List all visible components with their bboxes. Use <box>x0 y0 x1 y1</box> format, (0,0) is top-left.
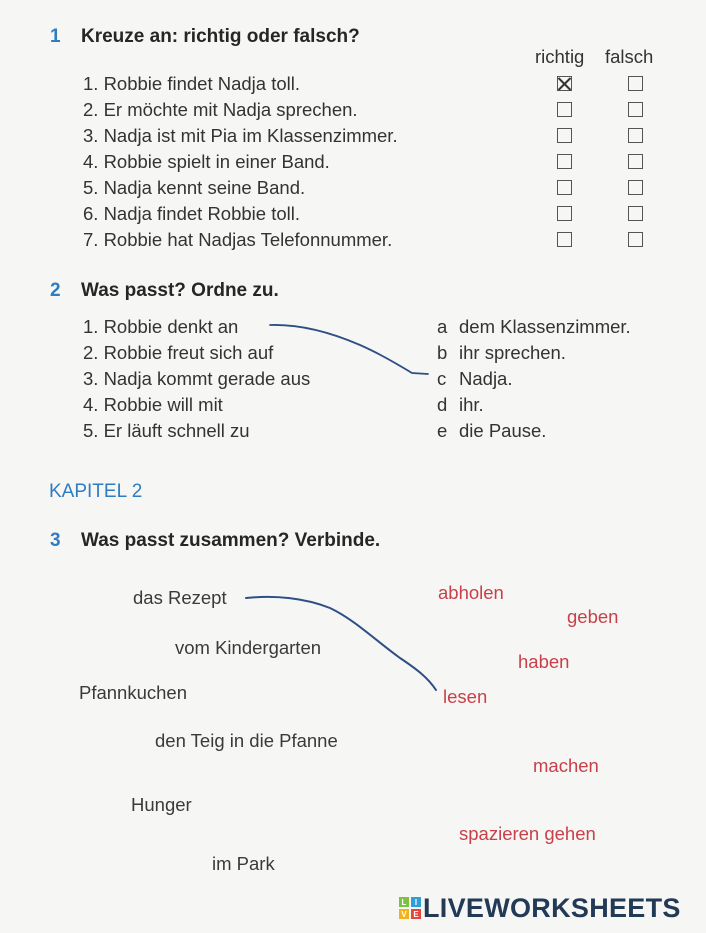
statement-4: 4. Robbie spielt in einer Band. <box>83 151 330 172</box>
match-letter-e: e <box>437 420 448 441</box>
noun-pfannkuchen[interactable]: Pfannkuchen <box>79 682 188 703</box>
connector-line-ex2 <box>270 325 428 374</box>
match-right-b[interactable]: ihr sprechen. <box>459 342 566 363</box>
exercise-3-number: 3 <box>50 530 61 551</box>
logo-letter-e: E <box>413 910 419 919</box>
match-right-d[interactable]: ihr. <box>459 394 484 415</box>
match-left-3: 3. Nadja kommt gerade aus <box>83 368 311 389</box>
exercise-1-number: 1 <box>50 26 61 47</box>
connector-line-ex3 <box>246 597 436 690</box>
match-letter-d: d <box>437 394 448 415</box>
exercise-2-title: Was passt? Ordne zu. <box>81 280 279 301</box>
verb-lesen[interactable]: lesen <box>443 686 488 707</box>
column-richtig-header: richtig <box>535 46 585 67</box>
match-left-2: 2. Robbie freut sich auf <box>83 342 274 363</box>
match-right-a[interactable]: dem Klassenzimmer. <box>459 316 631 337</box>
verb-spazieren-gehen[interactable]: spazieren gehen <box>459 823 596 844</box>
statement-6: 6. Nadja findet Robbie toll. <box>83 203 300 224</box>
noun-hunger[interactable]: Hunger <box>131 794 192 815</box>
exercise-1-title: Kreuze an: richtig oder falsch? <box>81 26 360 47</box>
column-falsch-header: falsch <box>605 46 654 67</box>
match-letter-a: a <box>437 316 448 337</box>
match-right-c[interactable]: Nadja. <box>459 368 513 389</box>
exercise-2-number: 2 <box>50 280 61 301</box>
noun-das-rezept[interactable]: das Rezept <box>133 587 227 608</box>
match-right-e[interactable]: die Pause. <box>459 420 547 441</box>
match-letter-b: b <box>437 342 448 363</box>
verb-abholen[interactable]: abholen <box>438 582 504 603</box>
logo-letter-l: L <box>401 898 407 907</box>
verb-haben[interactable]: haben <box>518 651 570 672</box>
noun-im-park[interactable]: im Park <box>212 853 275 874</box>
statement-2: 2. Er möchte mit Nadja sprechen. <box>83 99 358 120</box>
exercise-3-title: Was passt zusammen? Verbinde. <box>81 530 381 551</box>
liveworksheets-logo-icon <box>399 897 421 919</box>
match-letter-c: c <box>437 368 447 389</box>
statement-5: 5. Nadja kennt seine Band. <box>83 177 306 198</box>
logo-letter-v: V <box>401 910 407 919</box>
liveworksheets-brand: LIVEWORKSHEETS <box>423 893 681 923</box>
noun-den-teig[interactable]: den Teig in die Pfanne <box>155 730 338 751</box>
match-left-4: 4. Robbie will mit <box>83 394 223 415</box>
verb-machen[interactable]: machen <box>533 755 599 776</box>
match-left-1: 1. Robbie denkt an <box>83 316 239 337</box>
statement-3: 3. Nadja ist mit Pia im Klassenzimmer. <box>83 125 398 146</box>
verb-geben[interactable]: geben <box>567 606 619 627</box>
logo-letter-i: I <box>414 898 418 907</box>
statement-1: 1. Robbie findet Nadja toll. <box>83 73 300 94</box>
chapter-heading: KAPITEL 2 <box>49 481 143 502</box>
statement-7: 7. Robbie hat Nadjas Telefonnummer. <box>83 229 393 250</box>
noun-vom-kindergarten[interactable]: vom Kindergarten <box>175 637 322 658</box>
match-left-5: 5. Er läuft schnell zu <box>83 420 250 441</box>
